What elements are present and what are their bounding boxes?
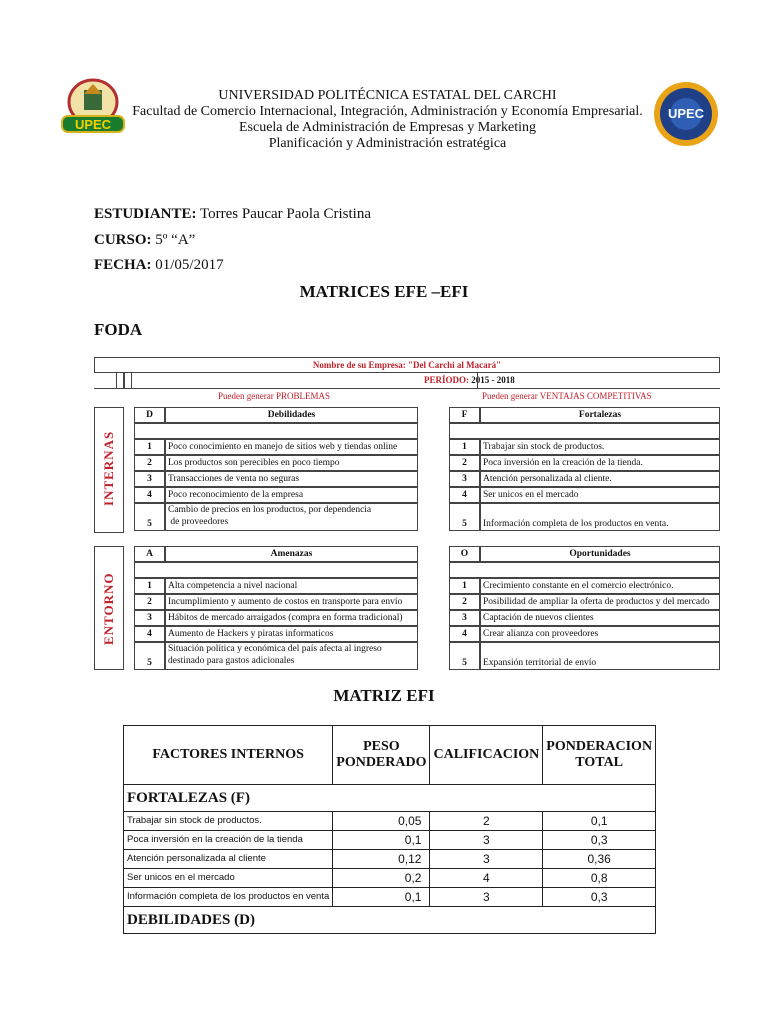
school-name: Escuela de Administración de Empresas y Marketing bbox=[238, 120, 537, 135]
fortaleza-row: Información completa de los productos en venta. bbox=[480, 503, 720, 531]
svg-text:UPEC: UPEC bbox=[667, 106, 705, 121]
oportunidad-row: Captación de nuevos clientes bbox=[480, 610, 720, 626]
period: PERÍODO: 2015 - 2018 bbox=[424, 375, 515, 385]
table-row: Información completa de los productos en venta 0,1 3 0,3 bbox=[124, 888, 656, 907]
student-field: ESTUDIANTE: Torres Paucar Paola Cristina bbox=[94, 206, 371, 222]
amenaza-row: Incumplimiento y aumento de costos en transporte para envío bbox=[165, 594, 418, 610]
problems-label: Pueden generar PROBLEMAS bbox=[218, 391, 330, 401]
amenazas-header: Amenazas bbox=[165, 546, 418, 562]
col-ponderacion: PONDERACION TOTAL bbox=[543, 726, 656, 785]
col-factores: FACTORES INTERNOS bbox=[124, 726, 333, 785]
col-calificacion: CALIFICACION bbox=[430, 726, 543, 785]
fortaleza-row: Poca inversión en la creación de la tienda. bbox=[480, 455, 720, 471]
course-field: CURSO: 5º “A” bbox=[94, 232, 196, 248]
company-name: Nombre de su Empresa: "Del Carchi al Macará" bbox=[94, 357, 720, 373]
table-row: Poca inversión en la creación de la tienda 0,1 3 0,3 bbox=[124, 831, 656, 850]
debilidad-row: Los productos son perecibles en poco tiempo bbox=[165, 455, 418, 471]
document-header bbox=[130, 88, 645, 152]
table-row: Atención personalizada al cliente 0,12 3 0,36 bbox=[124, 850, 656, 869]
internas-label: INTERNAS bbox=[101, 430, 116, 506]
amenaza-row: Aumento de Hackers y piratas informaticos bbox=[165, 626, 418, 642]
amenaza-row: Situación política y económica del país afecta al ingreso destinado para gastos adicionales bbox=[165, 642, 418, 670]
entorno-label: ENTORNO bbox=[101, 572, 116, 645]
oportunidades-header: Oportunidades bbox=[480, 546, 720, 562]
debilidad-row: Transacciones de venta no seguras bbox=[165, 471, 418, 487]
debilidad-row: Cambio de precios en los productos, por dependencia de proveedores bbox=[165, 503, 418, 531]
table-row: Ser unicos en el mercado 0,2 4 0,8 bbox=[124, 869, 656, 888]
fortalezas-header: Fortalezas bbox=[480, 407, 720, 423]
debilidades-header: Debilidades bbox=[165, 407, 418, 423]
oportunidad-row: Crear alianza con proveedores bbox=[480, 626, 720, 642]
faculty-name: Facultad de Comercio Internacional, Integración, Administración y Economía Empresarial. bbox=[132, 104, 643, 119]
subject-name: Planificación y Administración estratégica bbox=[268, 136, 507, 151]
advantages-label: Pueden generar VENTAJAS COMPETITIVAS bbox=[482, 391, 652, 401]
university-logo-left bbox=[58, 76, 128, 138]
efi-title: MATRIZ EFI bbox=[333, 686, 435, 705]
foda-matrix: Nombre de su Empresa: "Del Carchi al Macará" PERÍODO: 2015 - 2018 Pueden generar PROBLEMAS Pueden generar VENTAJAS COMPETITIVAS INTERNAS D Debilidades F Fortalezas 1 Poco conocimiento en manejo de sitios web y tiendas online 2 Los productos son perecibles en poco tiempo 3 Transacciones de venta no seguras 4 Poco reconocimiento de la empresa 5 Cambio de precios en los productos, por dependencia de proveedores 1 Trabajar sin stock de productos. 2 Poca inversión en la creación de la tienda. 3 Atención personalizada al cliente. 4 Ser unicos en el mercado 5 Información completa de los productos en venta. ENTORNO A Amenazas O Oportunidades 1 Alta competencia a nivel nacional 2 Incumplimiento y aumento de costos en transporte para envío 3 Hábitos de mercado arraigados (compra en forma tradicional) 4 Aumento de Hackers y piratas informaticos 5 Situación política y económica del país afecta al ingreso destinado para gastos adicionales 1 Crecimiento constante en el comercio electrónico. 2 Posibilidad de ampliar la oferta de productos y del mercado 3 Captación de nuevos clientes 4 Crear alianza con proveedores 5 Expansión territorial de envío bbox=[94, 357, 720, 671]
oportunidad-row: Expansión territorial de envío bbox=[480, 642, 720, 670]
oportunidad-row: Crecimiento constante en el comercio electrónico. bbox=[480, 578, 720, 594]
fortaleza-row: Atención personalizada al cliente. bbox=[480, 471, 720, 487]
table-row: Trabajar sin stock de productos. 0,05 2 0,1 bbox=[124, 812, 656, 831]
debilidad-row: Poco reconocimiento de la empresa bbox=[165, 487, 418, 503]
fortalezas-section: FORTALEZAS (F) bbox=[124, 785, 656, 812]
fortaleza-row: Trabajar sin stock de productos. bbox=[480, 439, 720, 455]
debilidad-row: Poco conocimiento en manejo de sitios web y tiendas online bbox=[165, 439, 418, 455]
foda-title: FODA bbox=[94, 320, 143, 339]
amenaza-row: Hábitos de mercado arraigados (compra en forma tradicional) bbox=[165, 610, 418, 626]
amenaza-row: Alta competencia a nivel nacional bbox=[165, 578, 418, 594]
oportunidad-row: Posibilidad de ampliar la oferta de productos y del mercado bbox=[480, 594, 720, 610]
col-peso: PESO PONDERADO bbox=[333, 726, 430, 785]
efi-header-row bbox=[124, 726, 656, 785]
debilidades-section: DEBILIDADES (D) bbox=[124, 907, 656, 934]
date-field: FECHA: 01/05/2017 bbox=[94, 257, 224, 273]
svg-text:UPEC: UPEC bbox=[74, 117, 112, 132]
fortaleza-row: Ser unicos en el mercado bbox=[480, 487, 720, 503]
university-name: UNIVERSIDAD POLITÉCNICA ESTATAL DEL CARCHI bbox=[218, 88, 557, 103]
main-title: MATRICES EFE –EFI bbox=[299, 282, 469, 301]
efi-table bbox=[123, 725, 656, 934]
university-logo-right bbox=[652, 80, 720, 148]
